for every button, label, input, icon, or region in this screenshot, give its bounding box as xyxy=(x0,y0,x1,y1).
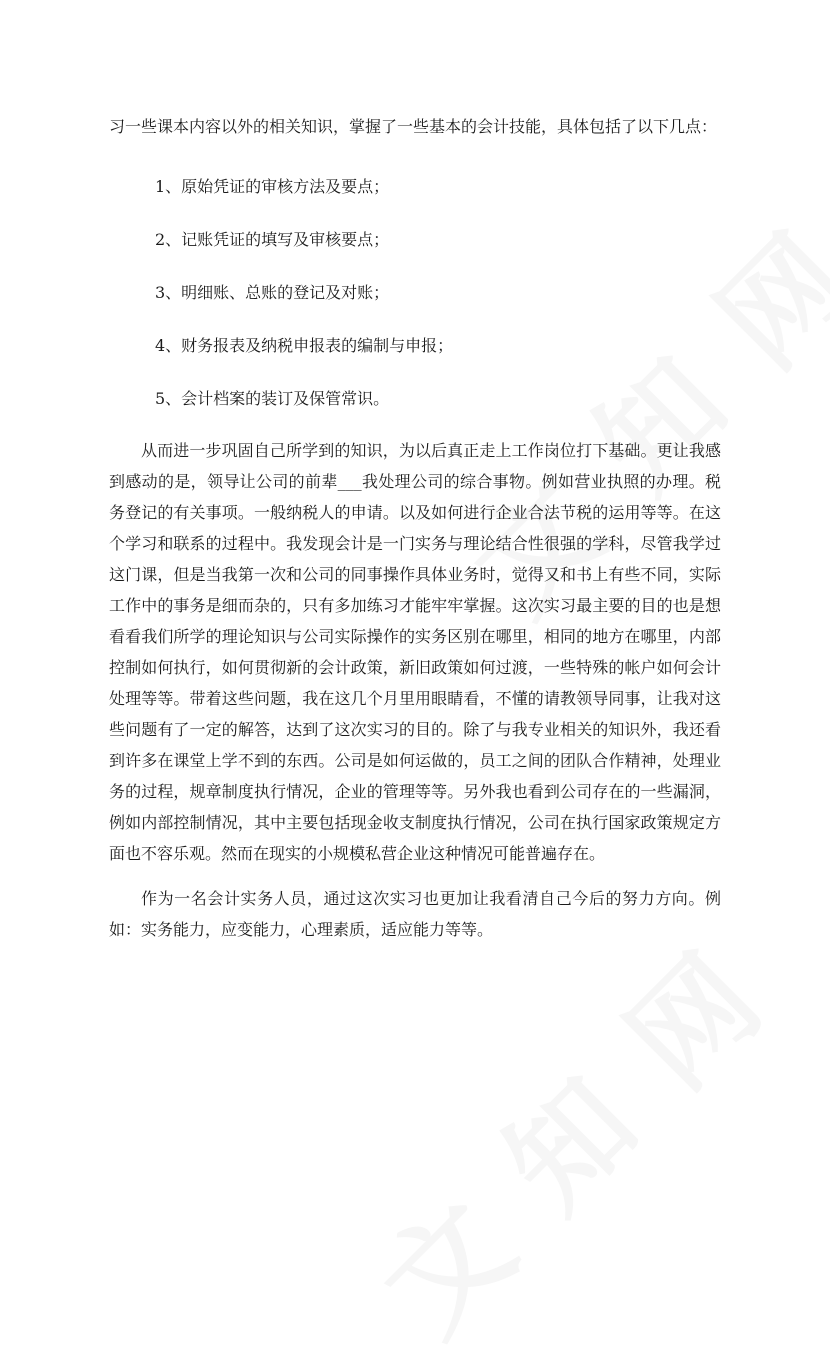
skills-list xyxy=(109,160,721,425)
body-paragraph: 从而进一步巩固自己所学到的知识，为以后真正走上工作岗位打下基础。更让我感到感动的是，领导让公司的前辈___我处理公司的综合事物。例如营业执照的办理。税务登记的有关事项。一般纳税人的申请。以及如何进行企业合法节税的运用等等。在这个学习和联系的过程中。我发现会计是一门实务与理论结合性很强的学科，尽管我学过这门课，但是当我第一次和公司的同事操作具体业务时，觉得又和书上有些不同，实际工作中的事务是细而杂的，只有多加练习才能牢牢掌握。这次实习最主要的目的也是想看看我们所学的理论知识与公司实际操作的实务区别在哪里，相同的地方在哪里，内部控制如何执行，如何贯彻新的会计政策，新旧政策如何过渡，一些特殊的帐户如何会计处理等等。带着这些问题，我在这几个月里用眼睛看，不懂的请教领导同事，让我对这些问题有了一定的解答，达到了这次实习的目的。除了与我专业相关的知识外，我还看到许多在课堂上学不到的东西。公司是如何运做的，员工之间的团队合作精神，处理业务的过程，规章制度执行情况，企业的管理等等。另外我也看到公司存在的一些漏洞，例如内部控制情况，其中主要包括现金收支制度执行情况，公司在执行国家政策规定方面也不容乐观。然而在现实的小规模私营企业这种情况可能普遍存在。 xyxy=(109,441,721,863)
list-item: 2、记账凭证的填写及审核要点； xyxy=(155,229,390,249)
list-item: 4、财务报表及纳税申报表的编制与申报； xyxy=(155,335,454,355)
intro-paragraph: 习一些课本内容以外的相关知识，掌握了一些基本的会计技能，具体包括了以下几点： xyxy=(109,117,718,136)
list-item: 1、原始凭证的审核方法及要点； xyxy=(155,176,390,196)
body-paragraph: 作为一名会计实务人员，通过这次实习也更加让我看清自己今后的努力方向。例如：实务能力，应变能力，心理素质，适应能力等等。 xyxy=(109,889,721,939)
list-item: 5、会计档案的装订及保管常识。 xyxy=(155,388,390,408)
list-item: 3、明细账、总账的登记及对账； xyxy=(155,282,390,302)
watermark xyxy=(339,908,795,1364)
document-body xyxy=(109,108,721,945)
